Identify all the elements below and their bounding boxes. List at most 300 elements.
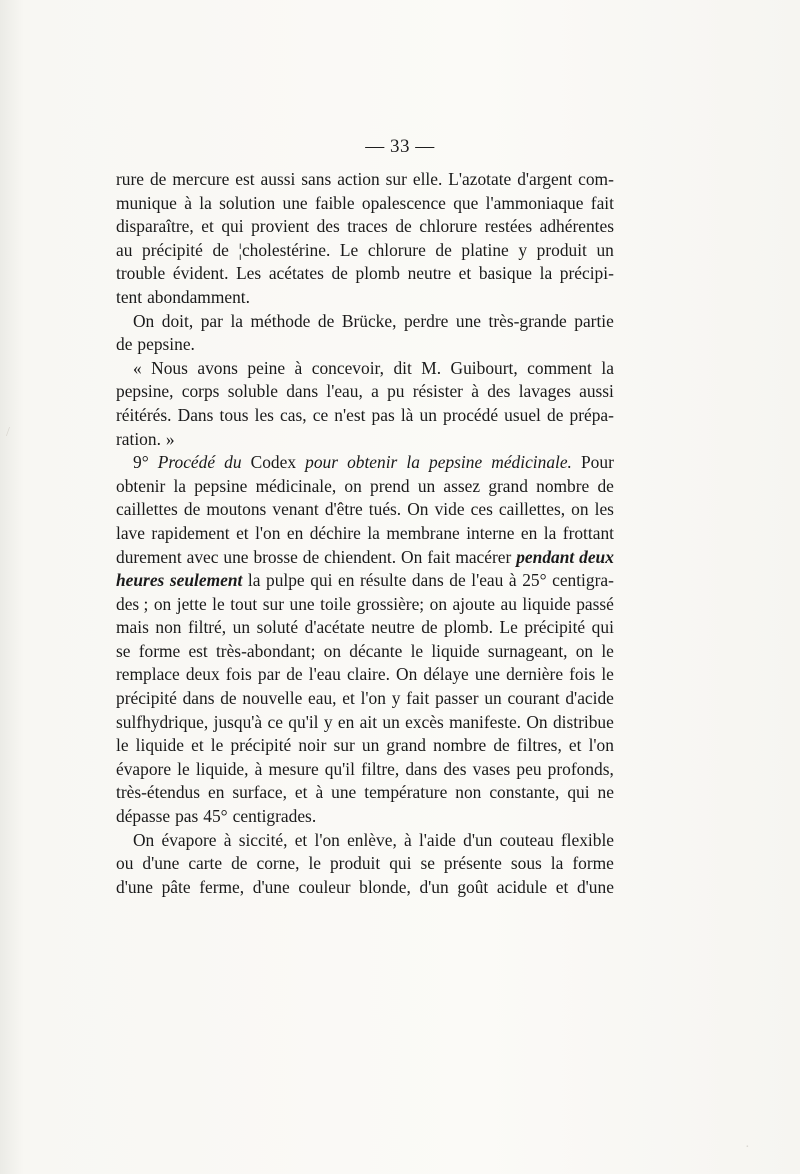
word: aussi (579, 381, 614, 402)
word: fait (406, 688, 430, 709)
word: dernière (506, 664, 564, 685)
word: qui (591, 617, 614, 638)
text-line (116, 451, 614, 475)
word: 9° (133, 452, 149, 473)
word: assez (443, 475, 481, 496)
word: le (212, 593, 225, 614)
word: chlorure (367, 239, 426, 260)
word: elle. (412, 169, 443, 189)
word: y (391, 688, 401, 709)
word: « (133, 357, 142, 378)
word: On (401, 546, 423, 567)
word: sulfhydrique, (116, 711, 209, 732)
word: nombre (536, 475, 590, 496)
word: goût (457, 876, 489, 897)
word: flexible (560, 829, 614, 850)
word: au (116, 239, 133, 260)
word: fait (427, 546, 451, 567)
word: le (601, 640, 614, 661)
text-line (116, 876, 614, 900)
word: à (471, 381, 479, 402)
body-text (116, 168, 614, 899)
word: des (443, 758, 467, 779)
word: prend (370, 475, 410, 496)
word: peu (516, 758, 542, 779)
word: pulpe (266, 570, 305, 591)
text-line (116, 428, 614, 452)
word: restées (484, 216, 533, 237)
word: une (289, 593, 315, 614)
word: dans (411, 570, 444, 591)
word: pour (305, 452, 338, 473)
word: et (568, 735, 582, 756)
word: on (429, 593, 448, 614)
text-line (116, 781, 614, 805)
word: abondamment. (147, 286, 250, 307)
word: produit (329, 853, 381, 874)
word: et (191, 735, 204, 756)
word: la (173, 475, 187, 496)
word: délaye (423, 664, 469, 685)
word: pas (371, 404, 395, 425)
word: un (484, 688, 502, 709)
word: de (212, 239, 229, 260)
word: toile (320, 593, 352, 614)
word: d'un (419, 876, 449, 897)
word: centigrades. (232, 806, 317, 827)
word: couleur (298, 876, 351, 897)
word: on (571, 499, 589, 520)
text-line (116, 569, 614, 593)
word: au (500, 593, 517, 614)
word: Brücke, (341, 310, 397, 331)
word: on (344, 475, 362, 496)
word: de (435, 239, 452, 260)
word: grand (386, 735, 426, 756)
word: de (183, 499, 201, 520)
word: corne, (256, 853, 300, 874)
word: de (116, 334, 133, 355)
text-line (116, 687, 614, 711)
word: faible (314, 192, 355, 213)
word: de (317, 310, 335, 331)
word: une (455, 310, 482, 331)
text-line (116, 286, 614, 310)
word: se (420, 853, 435, 874)
word: rapidement (151, 522, 230, 543)
word: la (199, 192, 212, 213)
word: chiendent. (324, 546, 397, 567)
word: solution (219, 192, 276, 213)
word: trouble (116, 263, 166, 284)
word: résulte (359, 570, 407, 591)
word: sur (385, 169, 407, 189)
text-line (116, 852, 614, 876)
word: sur (333, 735, 355, 756)
word: pepsine (429, 452, 483, 473)
word: ferme, (199, 876, 245, 897)
word: sous (510, 853, 542, 874)
word: de (331, 263, 348, 284)
word: opalescence (361, 192, 446, 213)
word: M. (421, 357, 442, 378)
text-line (116, 711, 614, 735)
word: deux (185, 664, 220, 685)
word: platine (461, 239, 509, 260)
word: de (547, 404, 564, 425)
word: des (487, 381, 511, 402)
word: distribue (552, 711, 614, 732)
word: venant (272, 499, 319, 520)
text-line (116, 663, 614, 687)
text-line (116, 215, 614, 239)
word: d'une (252, 876, 290, 897)
word: à (223, 829, 232, 850)
word: enlève, (347, 829, 397, 850)
word: d'une (116, 876, 153, 897)
word: la (367, 522, 380, 543)
word: qui (389, 853, 412, 874)
word: plomb (355, 263, 400, 284)
word: une (474, 664, 500, 685)
word: acétates (268, 263, 324, 284)
word: liquide (135, 735, 184, 756)
word: l'aide (418, 829, 456, 850)
word: un (232, 617, 251, 638)
text-line (116, 239, 614, 263)
word: en (337, 570, 355, 591)
word: 45° (203, 806, 228, 827)
word: la (247, 570, 261, 591)
word: ajoute (452, 593, 495, 614)
word: médicinale. (491, 452, 572, 473)
word: fois (225, 664, 252, 685)
word: n'est (334, 404, 366, 425)
word: L'azotate (448, 169, 512, 189)
word: vases (472, 758, 511, 779)
word: sur (262, 593, 285, 614)
word: une (223, 546, 249, 567)
word: filtre, (361, 758, 400, 779)
word: soluble (227, 381, 278, 402)
word: un (419, 404, 437, 425)
word: On (133, 310, 155, 331)
text-line (116, 475, 614, 499)
word: acidule (496, 876, 548, 897)
word: membrane (386, 522, 460, 543)
word: Procédé (157, 452, 216, 473)
text-line (116, 616, 614, 640)
word: liquide, (195, 758, 249, 779)
word: excès (405, 711, 444, 732)
word: provient (251, 216, 310, 237)
word: moutons (206, 499, 267, 520)
word: comment (527, 357, 592, 378)
word: dans (286, 381, 319, 402)
word: remplace (116, 664, 180, 685)
word: des (316, 216, 340, 237)
word: d'acétate (304, 617, 365, 638)
word: couteau (499, 829, 554, 850)
word: dans (405, 758, 438, 779)
word: y (518, 239, 528, 260)
word: très-étendus (116, 782, 201, 803)
word: de (231, 853, 248, 874)
word: ces (470, 499, 493, 520)
word: Guibourt, (450, 357, 518, 378)
word: On (133, 829, 155, 850)
word: à (315, 782, 324, 803)
word: adhérentes (539, 216, 614, 237)
word: l'ammoniaque (485, 192, 584, 213)
word: le (410, 640, 424, 661)
word: par (200, 310, 223, 331)
word: caillettes, (498, 499, 566, 520)
word: de (302, 546, 320, 567)
word: d'un (463, 829, 493, 850)
word: et (555, 876, 569, 897)
margin-mark: / (6, 425, 10, 440)
word: de (421, 617, 438, 638)
word: qu'il (324, 758, 355, 779)
word: à (254, 758, 263, 779)
word: le (177, 758, 190, 779)
word: à (294, 357, 303, 378)
word: les (254, 404, 274, 425)
word: qui (567, 782, 590, 803)
word: ce (267, 711, 283, 732)
text-line (116, 522, 614, 546)
word: eau, (308, 688, 337, 709)
word: l'eau, (326, 381, 363, 402)
word: un (382, 711, 400, 732)
word: se (116, 640, 131, 661)
word: pas (175, 806, 199, 827)
word: noir (298, 735, 327, 756)
word: d'être (324, 499, 363, 520)
word: disparaître, (116, 216, 194, 237)
word: dit (393, 357, 412, 378)
word: Pour (581, 452, 614, 473)
word: constante, (489, 782, 560, 803)
word: manifeste. (449, 711, 522, 732)
word: produit (536, 239, 587, 260)
word: la (539, 263, 553, 284)
word: non (155, 617, 182, 638)
word: nouvelle (242, 688, 303, 709)
word: d'argent (517, 169, 573, 189)
word: la (230, 310, 243, 331)
word: rure (116, 169, 144, 189)
word: filtres, (516, 735, 562, 756)
text-line (116, 498, 614, 522)
word: ait (359, 711, 378, 732)
word: neutre (371, 617, 415, 638)
word: concevoir, (311, 357, 384, 378)
word: usuel (504, 404, 541, 425)
word: jusqu'à (213, 711, 263, 732)
word: du (224, 452, 242, 473)
word: la (601, 357, 614, 378)
word: pu (387, 381, 405, 402)
word: On (396, 664, 418, 685)
word: médicinale, (255, 475, 337, 496)
word: tous (219, 404, 249, 425)
word: basique (478, 263, 532, 284)
word: pepsine. (137, 334, 195, 355)
word: dépasse (116, 806, 171, 827)
word: ¦cholestérine. (238, 239, 331, 260)
word: prépa- (569, 404, 614, 425)
word: filtré, (187, 617, 227, 638)
word: y (323, 711, 333, 732)
word: mesure (268, 758, 319, 779)
margin-mark: · (745, 1140, 750, 1155)
word: précipité (116, 688, 177, 709)
word: Le (499, 617, 518, 638)
word: précipité (230, 735, 292, 756)
word: la (550, 853, 564, 874)
word: l'eau (471, 570, 504, 591)
word: méthode (250, 310, 311, 331)
word: on (153, 593, 172, 614)
word: de (493, 735, 510, 756)
word: un (596, 239, 614, 260)
word: fait (590, 192, 614, 213)
word: tués. (368, 499, 402, 520)
word: perdre (403, 310, 449, 331)
word: en (208, 782, 225, 803)
word: chlorure (419, 216, 478, 237)
word: On (407, 499, 429, 520)
word: résister (412, 381, 463, 402)
word: en (520, 522, 538, 543)
word: liquide (522, 593, 571, 614)
text-line (116, 640, 614, 664)
word: siccité, (238, 829, 288, 850)
word: sans (301, 169, 332, 189)
text-line (116, 593, 614, 617)
text-line (116, 192, 614, 216)
word: évident. (172, 263, 229, 284)
word: décante (349, 640, 403, 661)
word: qui (221, 216, 244, 237)
word: 25° (522, 570, 547, 591)
word: dans (182, 688, 215, 709)
text-line (116, 262, 614, 286)
word: est (235, 169, 255, 189)
word: précipité (524, 617, 586, 638)
word: doit, (161, 310, 194, 331)
word: d'une (576, 876, 614, 897)
word: le (116, 735, 129, 756)
word: de (597, 475, 614, 496)
word: qui (310, 570, 333, 591)
word: pepsine, (116, 381, 174, 402)
word: macérer (455, 546, 512, 567)
word: soluté (256, 617, 299, 638)
word: ration. (116, 428, 161, 449)
word: l'on (255, 522, 281, 543)
word: la (543, 522, 557, 543)
word: et (236, 522, 249, 543)
word: on (575, 640, 594, 661)
word: que (453, 192, 479, 213)
word: très-abondant; (215, 640, 316, 661)
word: cas, (280, 404, 307, 425)
word: non (455, 782, 482, 803)
word: des ; (116, 593, 149, 614)
word: blonde, (359, 876, 411, 897)
word: brosse (253, 546, 298, 567)
word: une (282, 192, 308, 213)
word: action (337, 169, 380, 189)
word: com- (578, 169, 614, 189)
word: passé (576, 593, 614, 614)
word: le (601, 664, 614, 685)
word: de (449, 570, 466, 591)
word: l'on (588, 735, 614, 756)
word: l'on (360, 688, 386, 709)
word: caillettes (116, 499, 178, 520)
word: le (308, 853, 321, 874)
word: fois (569, 664, 596, 685)
word: corps (181, 381, 220, 402)
word: plomb. (444, 617, 493, 638)
text-line (116, 805, 614, 829)
word: Nous (151, 357, 188, 378)
word: carte (188, 853, 223, 874)
word: liquide (431, 640, 480, 661)
word: un (417, 475, 436, 496)
word: seulement (169, 570, 243, 591)
word: durement (116, 546, 182, 567)
word: en (286, 522, 304, 543)
word: » (165, 428, 175, 449)
word: pâte (161, 876, 191, 897)
text-line (116, 310, 614, 334)
word: centigra- (552, 570, 614, 591)
word: Dans (177, 404, 214, 425)
text-line (116, 734, 614, 758)
word: Le (339, 239, 359, 260)
word: très-grande (488, 310, 567, 331)
word: évapore (116, 758, 172, 779)
word: est (188, 640, 208, 661)
word: ne (597, 782, 614, 803)
word: de (395, 216, 412, 237)
word: de (149, 169, 167, 189)
word: nombre (433, 735, 487, 756)
text-line (116, 168, 614, 192)
word: par (257, 664, 281, 685)
word: courant (507, 688, 560, 709)
word: présente (443, 853, 502, 874)
text-line (116, 829, 614, 853)
word: obtenir (347, 452, 398, 473)
word: profonds, (547, 758, 614, 779)
word: à (508, 570, 517, 591)
text-line (116, 758, 614, 782)
word: ou (116, 853, 134, 874)
word: et (294, 829, 308, 850)
word: interne (466, 522, 515, 543)
word: à (404, 829, 412, 850)
word: ce (312, 404, 329, 425)
word: mercure (172, 169, 230, 189)
word: le (210, 735, 224, 756)
word: là (400, 404, 414, 425)
